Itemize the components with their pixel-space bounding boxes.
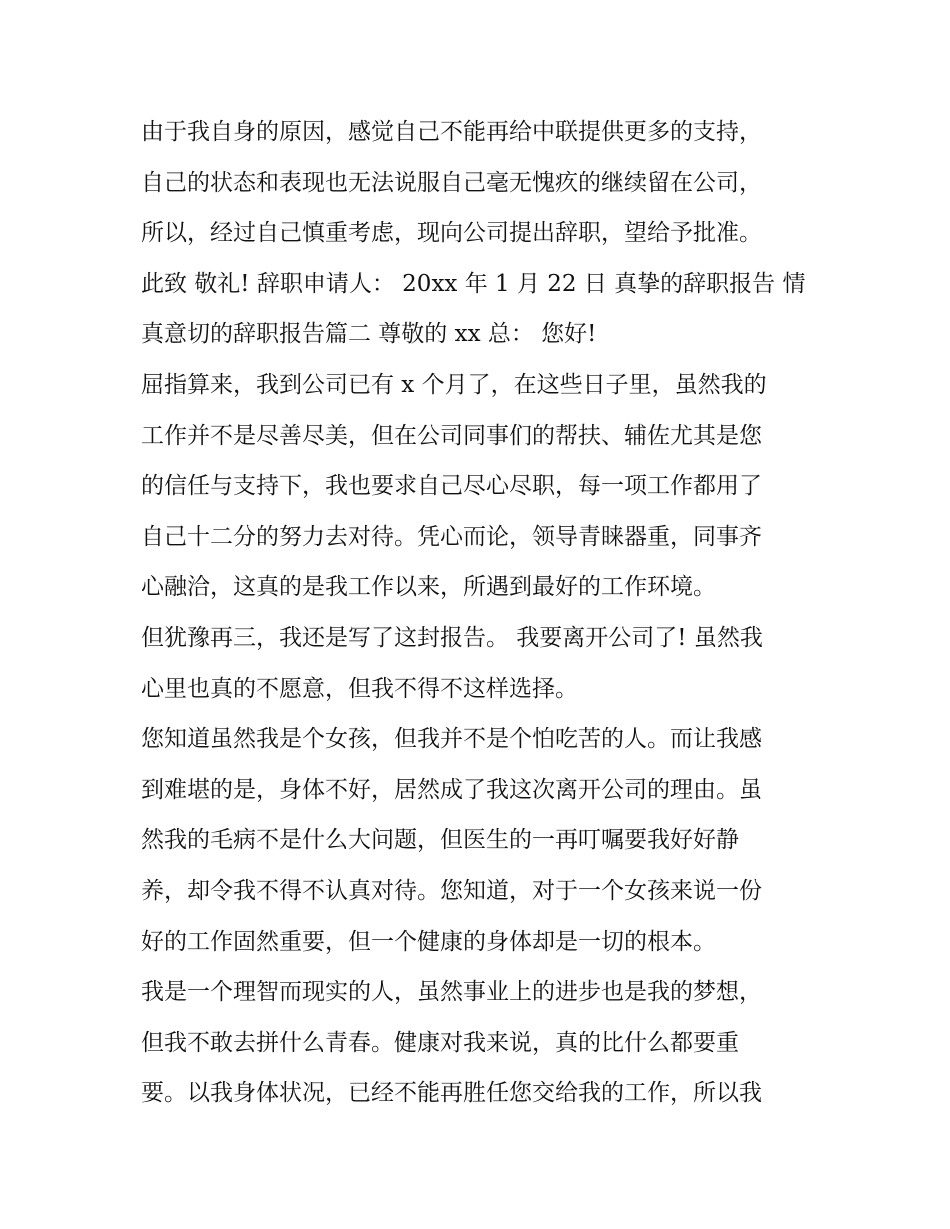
text-line: 心融洽，这真的是我工作以来，所遇到最好的工作环境。 [141,574,716,601]
text-line: 但我不敢去拼什么青春。健康对我来说，真的比什么都要重 [141,1029,739,1056]
paragraph-5 [141,967,821,1119]
text-line: 此致 敬礼! 辞职申请人： 20xx 年 1 月 22 日 真挚的辞职报告 情 [141,270,806,297]
text-line: 然我的毛病不是什么大问题，但医生的一再叮嘱要我好好静 [141,827,739,854]
text-line: 由于我自身的原因，感觉自己不能再给中联提供更多的支持， [141,119,762,145]
text-line: 要。以我身体状况，已经不能再胜任您交给我的工作，所以我 [141,1080,762,1107]
text-line: 自己十二分的努力去对待。凭心而论，领导青睐器重，同事齐 [141,523,762,550]
text-line: 自己的状态和表现也无法说服自己毫无愧疚的继续留在公司， [141,169,762,196]
paragraph-1 [141,107,821,360]
text-line: 好的工作固然重要，但一个健康的身体却是一切的根本。 [141,928,716,955]
text-line: 工作并不是尽善尽美，但在公司同事们的帮扶、辅佐尤其是您 [141,422,762,449]
paragraph-3 [141,613,821,714]
text-line: 屈指算来，我到公司已有 x 个月了，在这些日子里，虽然我的 [141,371,767,398]
paragraph-2 [141,360,821,613]
text-line: 的信任与支持下，我也要求自己尽心尽职，每一项工作都用了 [141,473,762,500]
text-line: 养，却令我不得不认真对待。您知道，对于一个女孩来说一份 [141,877,762,904]
text-line: 到难堪的是，身体不好，居然成了我这次离开公司的理由。虽 [141,776,762,803]
text-line: 您知道虽然我是个女孩，但我并不是个怕吃苦的人。而让我感 [141,726,762,753]
text-line: 心里也真的不愿意，但我不得不这样选择。 [141,675,578,702]
paragraph-4 [141,714,821,967]
text-line: 但犹豫再三，我还是写了这封报告。 我要离开公司了! 虽然我 [141,624,763,651]
text-line: 真意切的辞职报告篇二 尊敬的 xx 总： 您好! [141,321,597,348]
text-line: 所以，经过自己慎重考虑，现向公司提出辞职，望给予批准。 [141,220,762,247]
text-line: 我是一个理智而现实的人，虽然事业上的进步也是我的梦想， [141,979,762,1006]
document-body [141,107,821,1119]
